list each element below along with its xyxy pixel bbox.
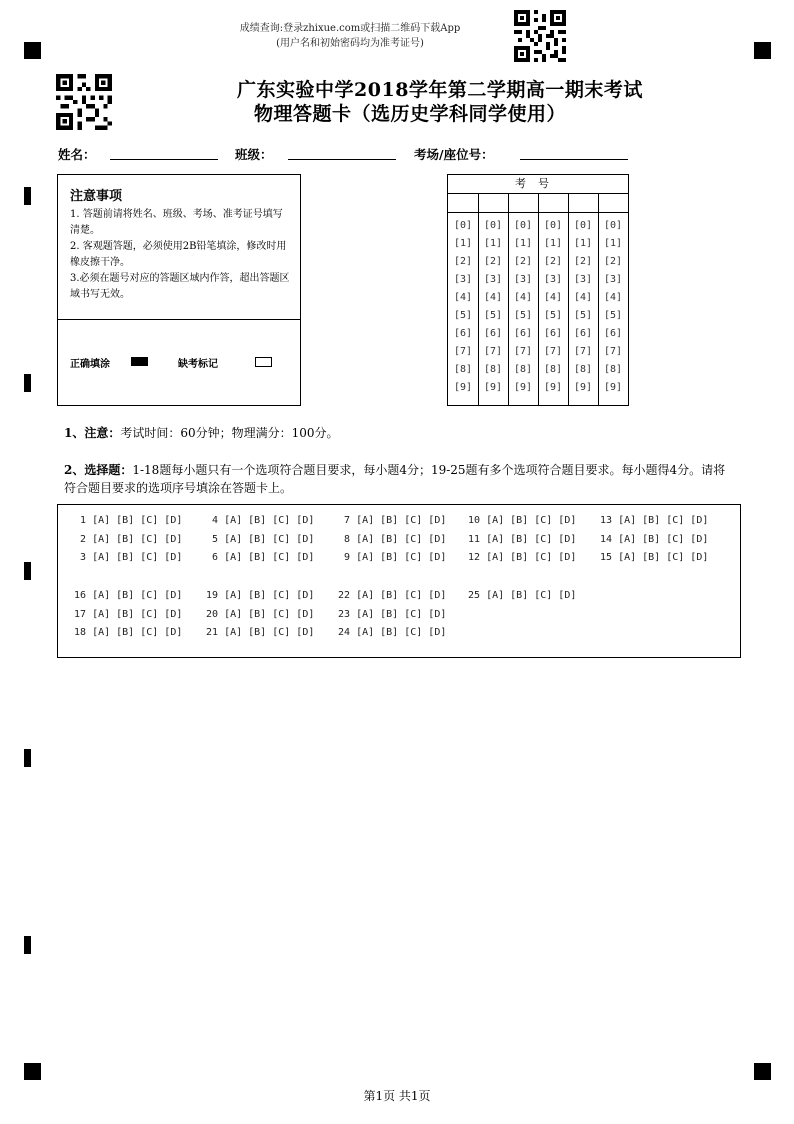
question-3-options[interactable]: [74, 552, 182, 563]
option-bubbles[interactable]: [A] [B] [C] [D]: [356, 552, 447, 563]
question-number: 10: [468, 515, 487, 526]
exam-digit-bubble[interactable]: [6]: [573, 328, 593, 339]
option-bubbles[interactable]: [A] [B] [C] [D]: [92, 533, 183, 545]
exam-digit-bubble[interactable]: [1]: [453, 238, 473, 249]
divider: [58, 319, 300, 320]
question-14-options[interactable]: [600, 534, 708, 545]
exam-digit-bubble[interactable]: [0]: [573, 220, 593, 231]
question-number: 25: [468, 590, 487, 601]
question-number: 21: [206, 627, 225, 638]
notice-box: [57, 174, 301, 406]
student-info-row: [58, 145, 738, 165]
question-number: 1: [74, 515, 93, 526]
exam-digit-bubble[interactable]: [1]: [573, 238, 593, 249]
option-bubbles[interactable]: [A] [B] [C] [D]: [224, 552, 315, 563]
option-bubbles[interactable]: [A] [B] [C] [D]: [224, 533, 315, 545]
question-number: 15: [600, 552, 619, 563]
page-title: 广东实验中学2018学年第二学期高一期末考试: [237, 79, 643, 101]
exam-digit-bubble[interactable]: [0]: [453, 220, 473, 231]
question-20-options[interactable]: [206, 609, 314, 620]
option-bubbles[interactable]: [A] [B] [C] [D]: [92, 608, 183, 620]
exam-digit-bubble[interactable]: [2]: [513, 256, 533, 267]
notice-item: 2. 客观题答题，必须使用2B铅笔填涂，修改时用橡皮擦干净。: [70, 241, 287, 268]
registration-mark-bottom-left: [24, 1063, 41, 1080]
exam-digit-bubble[interactable]: [2]: [453, 256, 473, 267]
option-bubbles[interactable]: [A] [B] [C] [D]: [92, 590, 183, 601]
option-bubbles[interactable]: [A] [B] [C] [D]: [618, 515, 709, 526]
exam-digit-bubble[interactable]: [6]: [483, 328, 503, 339]
exam-digit-bubble[interactable]: [5]: [513, 310, 533, 321]
name-field[interactable]: [110, 159, 218, 160]
option-bubbles[interactable]: [A] [B] [C] [D]: [486, 515, 577, 526]
option-bubbles[interactable]: [A] [B] [C] [D]: [224, 590, 315, 601]
exam-digit-bubble[interactable]: [8]: [573, 364, 593, 375]
section-1-notice: [64, 424, 734, 442]
question-number: 6: [206, 552, 225, 563]
exam-number-write-cell[interactable]: [568, 194, 598, 213]
exam-digit-bubble[interactable]: [3]: [543, 274, 563, 285]
question-number: 8: [338, 533, 357, 545]
exam-digit-bubble[interactable]: [0]: [603, 220, 623, 231]
section-2-label: 2、选择题：: [64, 463, 133, 477]
question-23-options[interactable]: [338, 609, 446, 620]
exam-digit-bubble[interactable]: [5]: [603, 310, 623, 321]
exam-digit-bubble[interactable]: [0]: [483, 220, 503, 231]
section-1-text: 考试时间：60分钟；物理满分：100分。: [120, 426, 339, 440]
exam-digit-bubble[interactable]: [3]: [513, 274, 533, 285]
exam-digit-bubble[interactable]: [7]: [453, 346, 473, 357]
exam-digit-bubble[interactable]: [9]: [483, 382, 503, 393]
correct-fill-label: 正确填涂: [70, 359, 110, 370]
exam-digit-bubble[interactable]: [9]: [543, 382, 563, 393]
exam-number-write-cell[interactable]: [538, 194, 568, 213]
question-number: 20: [206, 608, 225, 620]
question-4-options[interactable]: [206, 515, 314, 526]
option-bubbles[interactable]: [A] [B] [C] [D]: [486, 552, 577, 563]
filled-sample-icon: [131, 357, 148, 366]
exam-digit-bubble[interactable]: [1]: [483, 238, 503, 249]
answer-area: [57, 504, 741, 658]
registration-mark-top-right: [754, 42, 771, 59]
question-12-options[interactable]: [468, 552, 576, 563]
question-number: 11: [468, 533, 487, 545]
exam-number-write-cell[interactable]: [598, 194, 628, 213]
exam-digit-bubble[interactable]: [4]: [483, 292, 503, 303]
option-bubbles[interactable]: [A] [B] [C] [D]: [356, 608, 447, 620]
question-number: 19: [206, 590, 225, 601]
exam-digit-bubble[interactable]: [9]: [603, 382, 623, 393]
exam-digit-bubble[interactable]: [8]: [483, 364, 503, 375]
exam-digit-bubble[interactable]: [7]: [603, 346, 623, 357]
section-2-text: 1-18题每小题只有一个选项符合题目要求，每小题4分；19-25题有多个选项符合题目要求。每小题得4分。请将符合题目要求的选项序号填涂在答题卡上。: [64, 463, 726, 495]
question-5-options[interactable]: [206, 534, 314, 545]
class-label: 班级：: [235, 147, 273, 162]
question-6-options[interactable]: [206, 552, 314, 563]
option-bubbles[interactable]: [A] [B] [C] [D]: [356, 627, 447, 638]
question-10-options[interactable]: [468, 515, 576, 526]
exam-digit-bubble[interactable]: [6]: [603, 328, 623, 339]
option-bubbles[interactable]: [A] [B] [C] [D]: [356, 533, 447, 545]
seat-field[interactable]: [520, 159, 628, 160]
exam-digit-bubble[interactable]: [8]: [513, 364, 533, 375]
notice-title: 注意事项: [70, 189, 123, 204]
question-number: 7: [338, 515, 357, 526]
exam-number-grid: [447, 174, 629, 406]
question-16-options[interactable]: [74, 590, 182, 601]
exam-digit-bubble[interactable]: [4]: [453, 292, 473, 303]
question-number: 22: [338, 590, 357, 601]
option-bubbles[interactable]: [A] [B] [C] [D]: [618, 552, 709, 563]
question-number: 24: [338, 627, 357, 638]
option-bubbles[interactable]: [A] [B] [C] [D]: [92, 627, 183, 638]
option-bubbles[interactable]: [A] [B] [C] [D]: [224, 627, 315, 638]
exam-digit-bubble[interactable]: [1]: [603, 238, 623, 249]
seat-label: 考场/座位号：: [414, 147, 494, 162]
question-number: 14: [600, 533, 619, 545]
exam-number-write-cell[interactable]: [508, 194, 538, 213]
exam-digit-bubble[interactable]: [9]: [513, 382, 533, 393]
exam-digit-bubble[interactable]: [5]: [543, 310, 563, 321]
question-number: 9: [338, 552, 357, 563]
question-22-options[interactable]: [338, 590, 446, 601]
qr-code-icon: [56, 74, 112, 130]
question-17-options[interactable]: [74, 609, 182, 620]
exam-digit-bubble[interactable]: [1]: [513, 238, 533, 249]
option-bubbles[interactable]: [A] [B] [C] [D]: [486, 590, 577, 601]
option-bubbles[interactable]: [A] [B] [C] [D]: [356, 590, 447, 601]
exam-digit-bubble[interactable]: [7]: [573, 346, 593, 357]
exam-number-write-cell[interactable]: [478, 194, 508, 213]
option-bubbles[interactable]: [A] [B] [C] [D]: [356, 515, 447, 526]
exam-digit-bubble[interactable]: [8]: [543, 364, 563, 375]
question-13-options[interactable]: [600, 515, 708, 526]
question-25-options[interactable]: [468, 590, 576, 601]
page-subtitle: 物理答题卡（选历史学科同学使用）: [253, 103, 566, 125]
exam-number-column: [598, 194, 628, 405]
option-bubbles[interactable]: [A] [B] [C] [D]: [618, 533, 709, 545]
question-15-options[interactable]: [600, 552, 708, 563]
timing-mark: [24, 374, 31, 392]
notice-item: 1. 答题前请将姓名、班级、考场、准考证号填写清楚。: [70, 209, 283, 236]
question-2-options[interactable]: [74, 534, 182, 545]
option-bubbles[interactable]: [A] [B] [C] [D]: [224, 608, 315, 620]
question-number: 4: [206, 515, 225, 526]
exam-digit-bubble[interactable]: [3]: [603, 274, 623, 285]
exam-digit-bubble[interactable]: [6]: [453, 328, 473, 339]
timing-mark: [24, 187, 31, 205]
qr-code-icon: [514, 10, 566, 62]
section-1-label: 1、注意：: [64, 426, 121, 440]
exam-digit-bubble[interactable]: [1]: [543, 238, 563, 249]
timing-mark: [24, 936, 31, 954]
question-number: 2: [74, 533, 93, 545]
notice-item: 3.必须在题号对应的答题区域内作答，超出答题区域书写无效。: [70, 273, 290, 300]
exam-digit-bubble[interactable]: [6]: [513, 328, 533, 339]
exam-digit-bubble[interactable]: [2]: [603, 256, 623, 267]
exam-digit-bubble[interactable]: [2]: [483, 256, 503, 267]
absent-mark-box[interactable]: [255, 357, 272, 367]
question-18-options[interactable]: [74, 627, 182, 638]
exam-number-column: [538, 194, 569, 405]
absent-mark-label: 缺考标记: [178, 359, 218, 370]
timing-mark: [24, 749, 31, 767]
exam-number-column: [448, 194, 479, 405]
registration-mark-top-left: [24, 42, 41, 59]
option-bubbles[interactable]: [A] [B] [C] [D]: [486, 533, 577, 545]
question-number: 17: [74, 608, 93, 620]
question-number: 13: [600, 515, 619, 526]
question-8-options[interactable]: [338, 534, 446, 545]
question-21-options[interactable]: [206, 627, 314, 638]
exam-digit-bubble[interactable]: [6]: [543, 328, 563, 339]
option-bubbles[interactable]: [A] [B] [C] [D]: [224, 515, 315, 526]
login-note: 成绩查询:登录zhixue.com或扫描二维码下载App: [239, 23, 461, 34]
exam-digit-bubble[interactable]: [3]: [453, 274, 473, 285]
exam-digit-bubble[interactable]: [0]: [543, 220, 563, 231]
exam-digit-bubble[interactable]: [8]: [453, 364, 473, 375]
question-7-options[interactable]: [338, 515, 446, 526]
exam-digit-bubble[interactable]: [3]: [573, 274, 593, 285]
option-bubbles[interactable]: [A] [B] [C] [D]: [92, 515, 183, 526]
exam-digit-bubble[interactable]: [9]: [573, 382, 593, 393]
exam-digit-bubble[interactable]: [4]: [513, 292, 533, 303]
exam-digit-bubble[interactable]: [2]: [573, 256, 593, 267]
name-label: 姓名：: [58, 147, 96, 162]
exam-digit-bubble[interactable]: [7]: [513, 346, 533, 357]
class-field[interactable]: [288, 159, 396, 160]
question-number: 23: [338, 608, 357, 620]
exam-digit-bubble[interactable]: [3]: [483, 274, 503, 285]
exam-digit-bubble[interactable]: [0]: [513, 220, 533, 231]
exam-number-column: [508, 194, 539, 405]
question-1-options[interactable]: [74, 515, 182, 526]
exam-number-header: 考号: [448, 175, 628, 194]
question-19-options[interactable]: [206, 590, 314, 601]
login-note-sub: (用户名和初始密码均为准考证号): [276, 38, 424, 49]
exam-number-column: [568, 194, 599, 405]
exam-digit-bubble[interactable]: [4]: [573, 292, 593, 303]
timing-mark: [24, 562, 31, 580]
question-number: 5: [206, 533, 225, 545]
question-11-options[interactable]: [468, 534, 576, 545]
exam-digit-bubble[interactable]: [8]: [603, 364, 623, 375]
exam-number-write-cell[interactable]: [448, 194, 478, 213]
question-number: 18: [74, 627, 93, 638]
exam-digit-bubble[interactable]: [5]: [573, 310, 593, 321]
option-bubbles[interactable]: [A] [B] [C] [D]: [92, 552, 183, 563]
page-number: 第1页 共1页: [363, 1089, 431, 1103]
exam-digit-bubble[interactable]: [5]: [483, 310, 503, 321]
question-9-options[interactable]: [338, 552, 446, 563]
exam-digit-bubble[interactable]: [4]: [603, 292, 623, 303]
question-number: 12: [468, 552, 487, 563]
exam-digit-bubble[interactable]: [4]: [543, 292, 563, 303]
exam-digit-bubble[interactable]: [9]: [453, 382, 473, 393]
exam-number-column: [478, 194, 509, 405]
registration-mark-bottom-right: [754, 1063, 771, 1080]
exam-digit-bubble[interactable]: [5]: [453, 310, 473, 321]
exam-digit-bubble[interactable]: [7]: [483, 346, 503, 357]
section-2-instructions: [64, 461, 734, 497]
question-number: 3: [74, 552, 93, 563]
exam-digit-bubble[interactable]: [2]: [543, 256, 563, 267]
question-number: 16: [74, 590, 93, 601]
question-24-options[interactable]: [338, 627, 446, 638]
exam-digit-bubble[interactable]: [7]: [543, 346, 563, 357]
